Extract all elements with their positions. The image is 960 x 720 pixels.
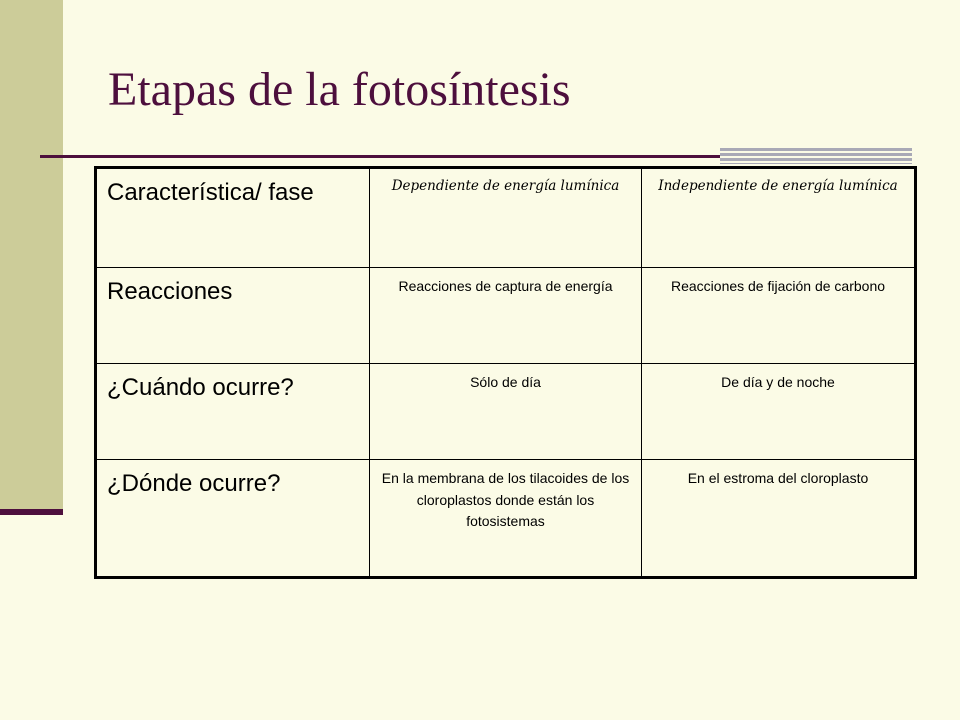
cell-reactions-independent: Reacciones de fijación de carbono — [642, 268, 916, 364]
cell-where-dependent: En la membrana de los tilacoides de los cloroplastos donde están los fotosistemas — [370, 460, 642, 578]
gray-accent-stripes — [720, 148, 912, 164]
left-accent-bar — [0, 0, 63, 512]
table-row — [96, 268, 916, 364]
header-light-dependent-cell: Dependiente de energía lumínica — [370, 168, 642, 268]
cell-where-independent: En el estroma del cloroplasto — [642, 460, 916, 578]
table-row — [96, 364, 916, 460]
slide-title: Etapas de la fotosíntesis — [108, 63, 571, 116]
row-label-when: ¿Cuándo ocurre? — [96, 364, 370, 460]
table-row — [96, 460, 916, 578]
header-light-independent-cell: Independiente de energía lumínica — [642, 168, 916, 268]
photosynthesis-phases-table — [94, 166, 917, 579]
cell-when-independent: De día y de noche — [642, 364, 916, 460]
row-label-where: ¿Dónde ocurre? — [96, 460, 370, 578]
header-characteristic-cell: Característica/ fase — [96, 168, 370, 268]
table-header-row — [96, 168, 916, 268]
left-accent-bar-foot — [0, 509, 63, 515]
row-label-reactions: Reacciones — [96, 268, 370, 364]
cell-when-dependent: Sólo de día — [370, 364, 642, 460]
cell-reactions-dependent: Reacciones de captura de energía — [370, 268, 642, 364]
